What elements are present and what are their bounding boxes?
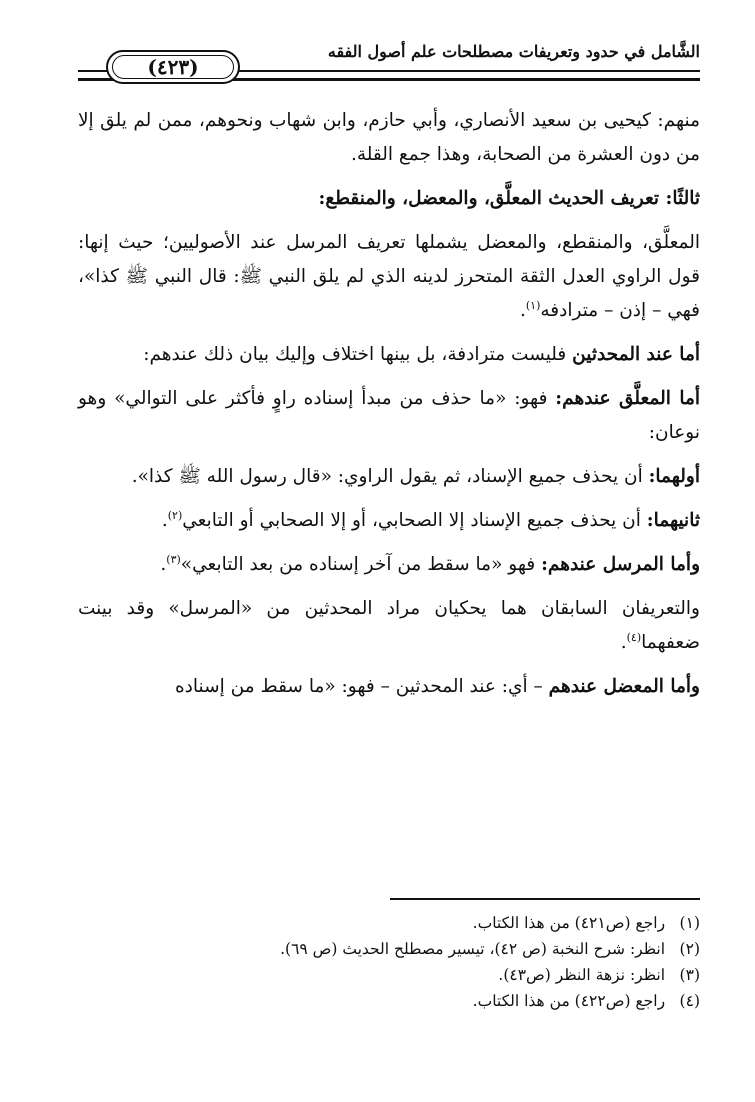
footnote-ref-1[interactable]: (١) <box>525 298 541 312</box>
footnotes <box>80 910 700 1014</box>
paragraph-10: وأما المعضل عندهم – أي: عند المحدثين – فهو: «ما سقط من إسناده <box>174 676 700 697</box>
footnote-ref-4[interactable]: (٤) <box>626 630 642 644</box>
footnote: (١) راجع (ص٤٢١) من هذا الكتاب. <box>472 914 700 932</box>
section-heading: ثالثًا: تعريف الحديث المعلَّق، والمعضل، والمنقطع: <box>318 188 700 209</box>
paragraph-1: منهم: كيحيى بن سعيد الأنصاري، وأبي حازم، وابن شهاب ونحوهم، ممن لم يلق إلا من دون العشرة من الصحابة، وهذا جمع القلة. <box>78 110 700 165</box>
paragraph-6: أولهما: أن يحذف جميع الإسناد، ثم يقول الراوي: «قال رسول الله ﷺ كذا». <box>131 466 700 487</box>
running-title: الشَّامل في حدود وتعريفات مصطلحات علم أصول الفقه <box>327 42 700 61</box>
paragraph-8: وأما المرسل عندهم: فهو «ما سقط من آخر إسناده من بعد التابعي»$^{(٣)}$. <box>160 552 700 575</box>
footnote: (٢) انظر: شرح النخبة (ص ٤٢)، تيسير مصطلح الحديث (ص ٦٩). <box>280 940 700 958</box>
footnote: (٣) انظر: نزهة النظر (ص٤٣). <box>498 966 700 984</box>
paragraph-7: ثانيهما: أن يحذف جميع الإسناد إلا الصحابي، أو إلا الصحابي أو التابعي$^{(٢)}$. <box>161 508 700 531</box>
paragraph-3: المعلَّق، والمنقطع، والمعضل يشملها تعريف المرسل عند الأصوليين؛ حيث إنها: قول الراوي العدل الثقة المتحرز لدينه الذي لم يلق النبي ﷺ: قال النبي ﷺ كذا»، فهي – إذن – مترادفه$^{(١)}$. <box>78 232 700 321</box>
header-rule <box>78 70 108 72</box>
footnote-ref-3[interactable]: (٣) <box>166 552 181 566</box>
paragraph-5: أما المعلَّق عندهم: فهو: «ما حذف من مبدأ إسناده راوٍ فأكثر على التوالي» وهو نوعان: <box>78 388 701 443</box>
footnote-divider <box>390 898 700 900</box>
page-header <box>78 34 700 84</box>
footnote-ref-2[interactable]: (٢) <box>167 508 183 522</box>
paragraph-4: أما عند المحدثين فليست مترادفة، بل بينها اختلاف وإليك بيان ذلك عندهم: <box>143 344 700 365</box>
page-number-badge <box>106 50 240 84</box>
main-text <box>78 104 700 714</box>
paragraph-9: والتعريفان السابقان هما يحكيان مراد المحدثين من «المرسل» وقد بينت ضعفهما$^{(٤)}$. <box>78 598 700 653</box>
page-number: (٤٢٣) <box>147 55 199 79</box>
footnote: (٤) راجع (ص٤٢٢) من هذا الكتاب. <box>472 992 700 1010</box>
